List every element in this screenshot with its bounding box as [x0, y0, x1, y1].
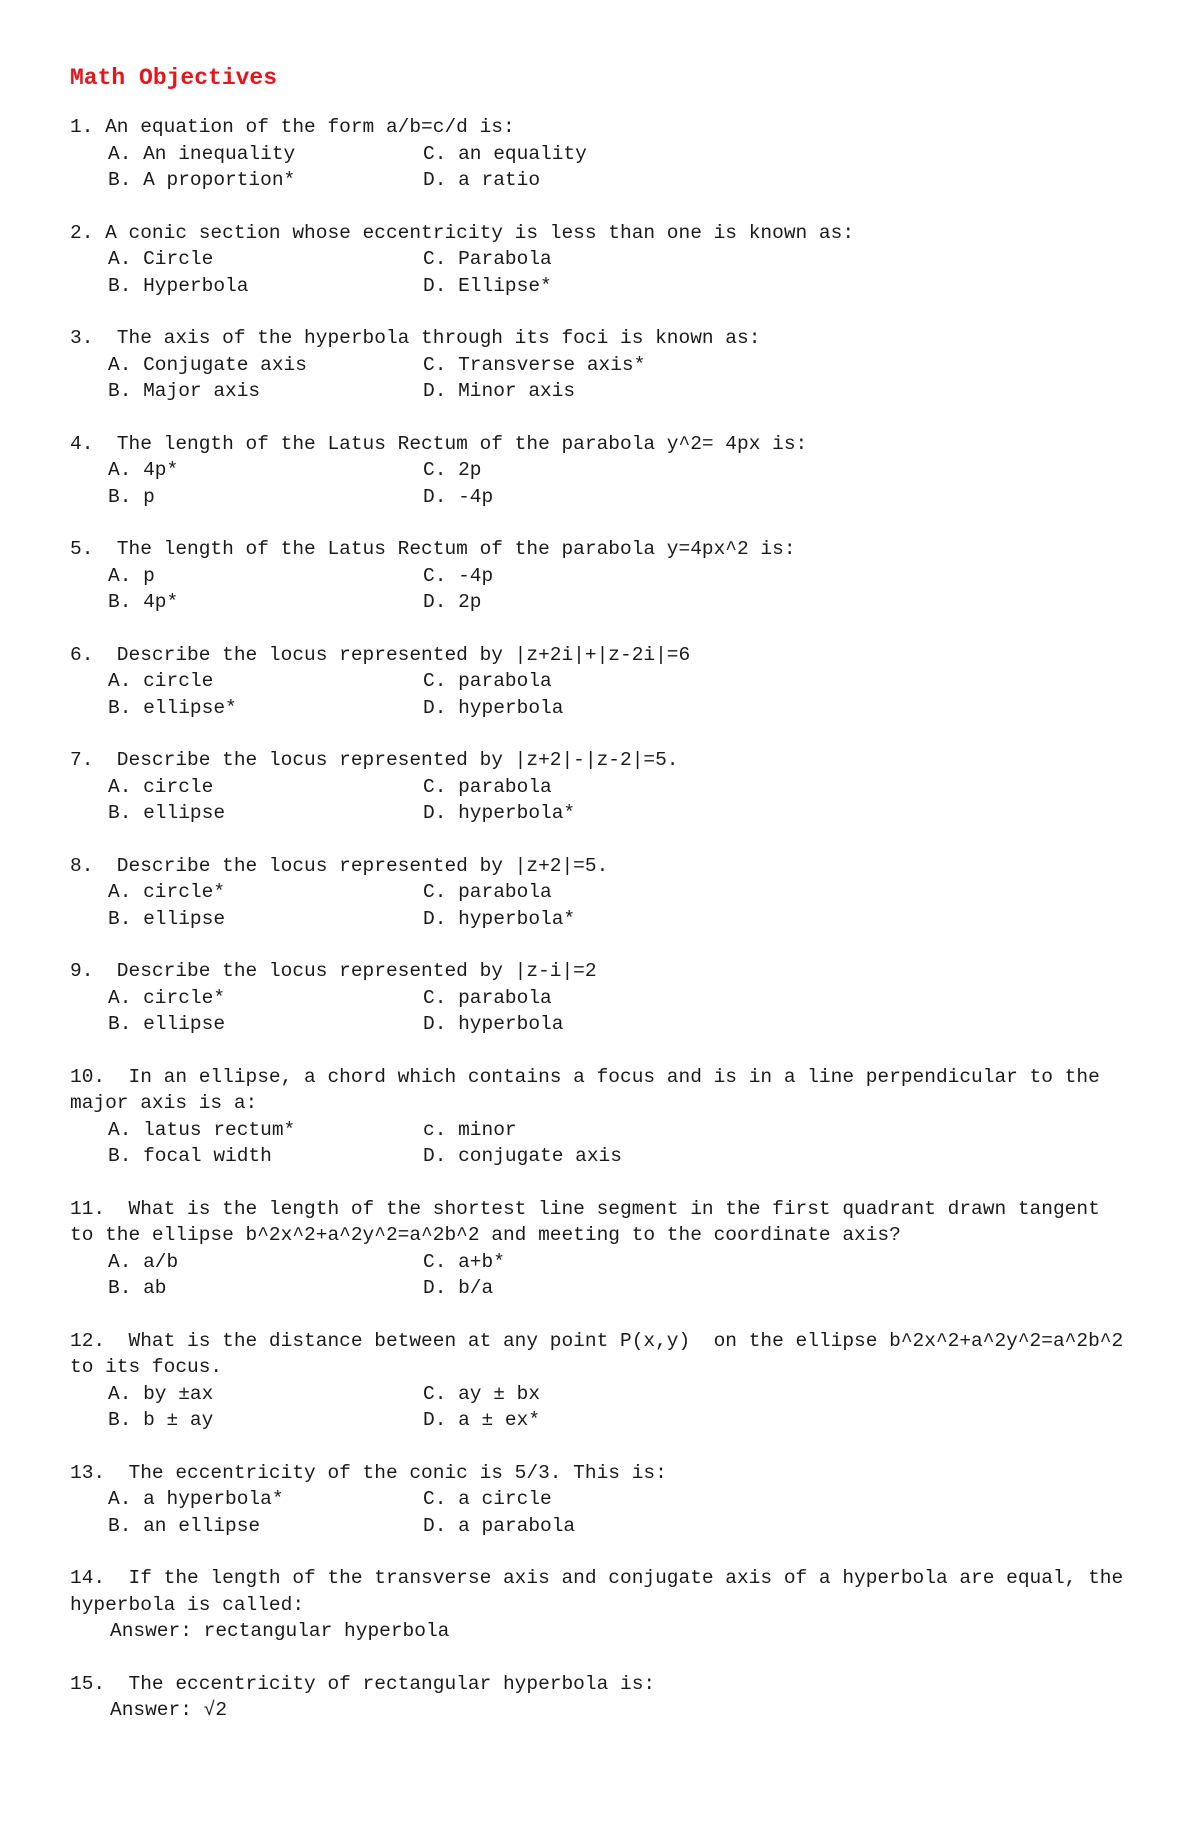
answer-option: A. An inequality [108, 142, 296, 165]
answer-options [70, 774, 1150, 827]
answer-option: B. 4p* [108, 591, 179, 613]
answer-option: B. ellipse [108, 802, 226, 824]
question-11 [70, 1196, 1150, 1302]
answer-option: B. p [108, 485, 155, 508]
question-6 [70, 642, 1150, 722]
answer-option: A. Circle [108, 248, 214, 270]
answer-option: C. parabola [423, 775, 552, 798]
question-text: 14. If the length of the transverse axis and conjugate axis of a hyperbola are equal, the hyperbola is called: [70, 1567, 1135, 1616]
answer-option: c. minor [423, 1118, 517, 1141]
answer-option: B. A proportion* [108, 169, 296, 191]
answer-option: C. Transverse axis* [423, 353, 646, 376]
question-10 [70, 1064, 1150, 1170]
answer-option: C. parabola [423, 881, 552, 903]
answer-option: C. an equality [423, 142, 587, 165]
answer-options [70, 668, 1150, 721]
answer-options [70, 246, 1150, 299]
answer-option: D. hyperbola* [423, 907, 576, 930]
answer-option: B. an ellipse [108, 1514, 261, 1537]
answer-option: D. hyperbola* [423, 802, 576, 824]
question-7 [70, 747, 1150, 827]
page-title: Math Objectives [70, 65, 278, 91]
answer-options [70, 985, 1150, 1038]
question-text: 12. What is the distance between at any point P(x,y) on the ellipse b^2x^2+a^2y^2=a^2b^2 to its focus. [70, 1329, 1135, 1378]
answer-option: D. a parabola [423, 1514, 576, 1537]
answer-option: A. a/b [108, 1250, 179, 1273]
answer-option: D. b/a [423, 1277, 494, 1299]
question-text: 6. Describe the locus represented by |z+2i|+|z-2i|=6 [70, 643, 691, 666]
answer-option: B. focal width [108, 1145, 272, 1167]
answer-option: C. parabola [423, 986, 552, 1009]
question-text: 7. Describe the locus represented by |z+2|-|z-2|=5. [70, 749, 679, 771]
question-13 [70, 1460, 1150, 1540]
answer-option: B. Major axis [108, 380, 261, 402]
question-15 [70, 1671, 1150, 1724]
answer-text: Answer: √2 [110, 1699, 228, 1721]
question-14 [70, 1565, 1150, 1645]
answer-option: B. ab [108, 1277, 167, 1299]
answer-options [70, 1117, 1150, 1170]
answer-option: A. p [108, 564, 155, 587]
answer-option: A. circle* [108, 986, 226, 1009]
answer-option: C. a+b* [423, 1250, 505, 1273]
answer-option: A. circle* [108, 881, 226, 903]
answer-option: A. latus rectum* [108, 1118, 296, 1141]
question-text: 5. The length of the Latus Rectum of the parabola y=4px^2 is: [70, 538, 796, 560]
answer-option: C. ay ± bx [423, 1382, 541, 1405]
question-4 [70, 431, 1150, 511]
answer-option: B. b ± ay [108, 1409, 214, 1431]
answer-option: D. hyperbola [423, 696, 564, 719]
answer-option: B. ellipse* [108, 696, 237, 719]
question-3 [70, 325, 1150, 405]
question-12 [70, 1328, 1150, 1434]
question-text: 9. Describe the locus represented by |z-i|=2 [70, 960, 597, 982]
answer-option: C. 2p [423, 459, 482, 481]
question-text: 13. The eccentricity of the conic is 5/3. This is: [70, 1461, 667, 1484]
answer-option: B. ellipse [108, 1013, 226, 1035]
question-2 [70, 220, 1150, 300]
answer-option: C. a circle [423, 1488, 552, 1510]
answer-option: B. Hyperbola [108, 274, 249, 297]
answer-options [70, 1486, 1150, 1539]
answer-option: A. circle [108, 775, 214, 798]
answer-option: C. -4p [423, 564, 494, 587]
answer-option: D. conjugate axis [423, 1145, 622, 1167]
question-list [70, 114, 1150, 1724]
answer-option: A. by ±ax [108, 1382, 214, 1405]
question-text: 15. The eccentricity of rectangular hyperbola is: [70, 1672, 656, 1695]
question-1 [70, 114, 1150, 194]
question-text: 1. An equation of the form a/b=c/d is: [70, 116, 515, 138]
answer-options [70, 1381, 1150, 1434]
question-text: 11. What is the length of the shortest line segment in the first quadrant drawn tangent to the ellipse b^2x^2+a^2y^2=a^2b^2 and meeting to the coordinate axis? [70, 1197, 1112, 1246]
answer-option: D. a ratio [423, 169, 541, 191]
answer-option: A. a hyperbola* [108, 1488, 284, 1510]
answer-option: C. parabola [423, 670, 552, 692]
answer-option: A. Conjugate axis [108, 353, 307, 376]
question-9 [70, 958, 1150, 1038]
document-page [70, 62, 1150, 1750]
question-text: 3. The axis of the hyperbola through its foci is known as: [70, 327, 761, 349]
question-text: 4. The length of the Latus Rectum of the parabola y^2= 4px is: [70, 432, 808, 455]
answer-option: B. ellipse [108, 907, 226, 930]
answer-options [70, 352, 1150, 405]
answer-option: D. Minor axis [423, 380, 576, 402]
question-text: 8. Describe the locus represented by |z+2|=5. [70, 854, 609, 877]
answer-options [70, 457, 1150, 510]
answer-option: A. 4p* [108, 459, 179, 481]
question-8 [70, 853, 1150, 933]
answer-option: D. -4p [423, 485, 494, 508]
answer-options [70, 879, 1150, 932]
question-5 [70, 536, 1150, 616]
question-text: 10. In an ellipse, a chord which contains a focus and is in a line perpendicular to the major axis is a: [70, 1065, 1112, 1114]
question-text: 2. A conic section whose eccentricity is less than one is known as: [70, 221, 855, 244]
answer-option: C. Parabola [423, 248, 552, 270]
answer-text: Answer: rectangular hyperbola [110, 1620, 450, 1642]
answer-option: D. Ellipse* [423, 274, 552, 297]
answer-options [70, 141, 1150, 194]
answer-option: D. 2p [423, 591, 482, 613]
answer-option: D. hyperbola [423, 1013, 564, 1035]
answer-option: D. a ± ex* [423, 1409, 541, 1431]
answer-options [70, 1249, 1150, 1302]
answer-options [70, 563, 1150, 616]
answer-option: A. circle [108, 670, 214, 692]
